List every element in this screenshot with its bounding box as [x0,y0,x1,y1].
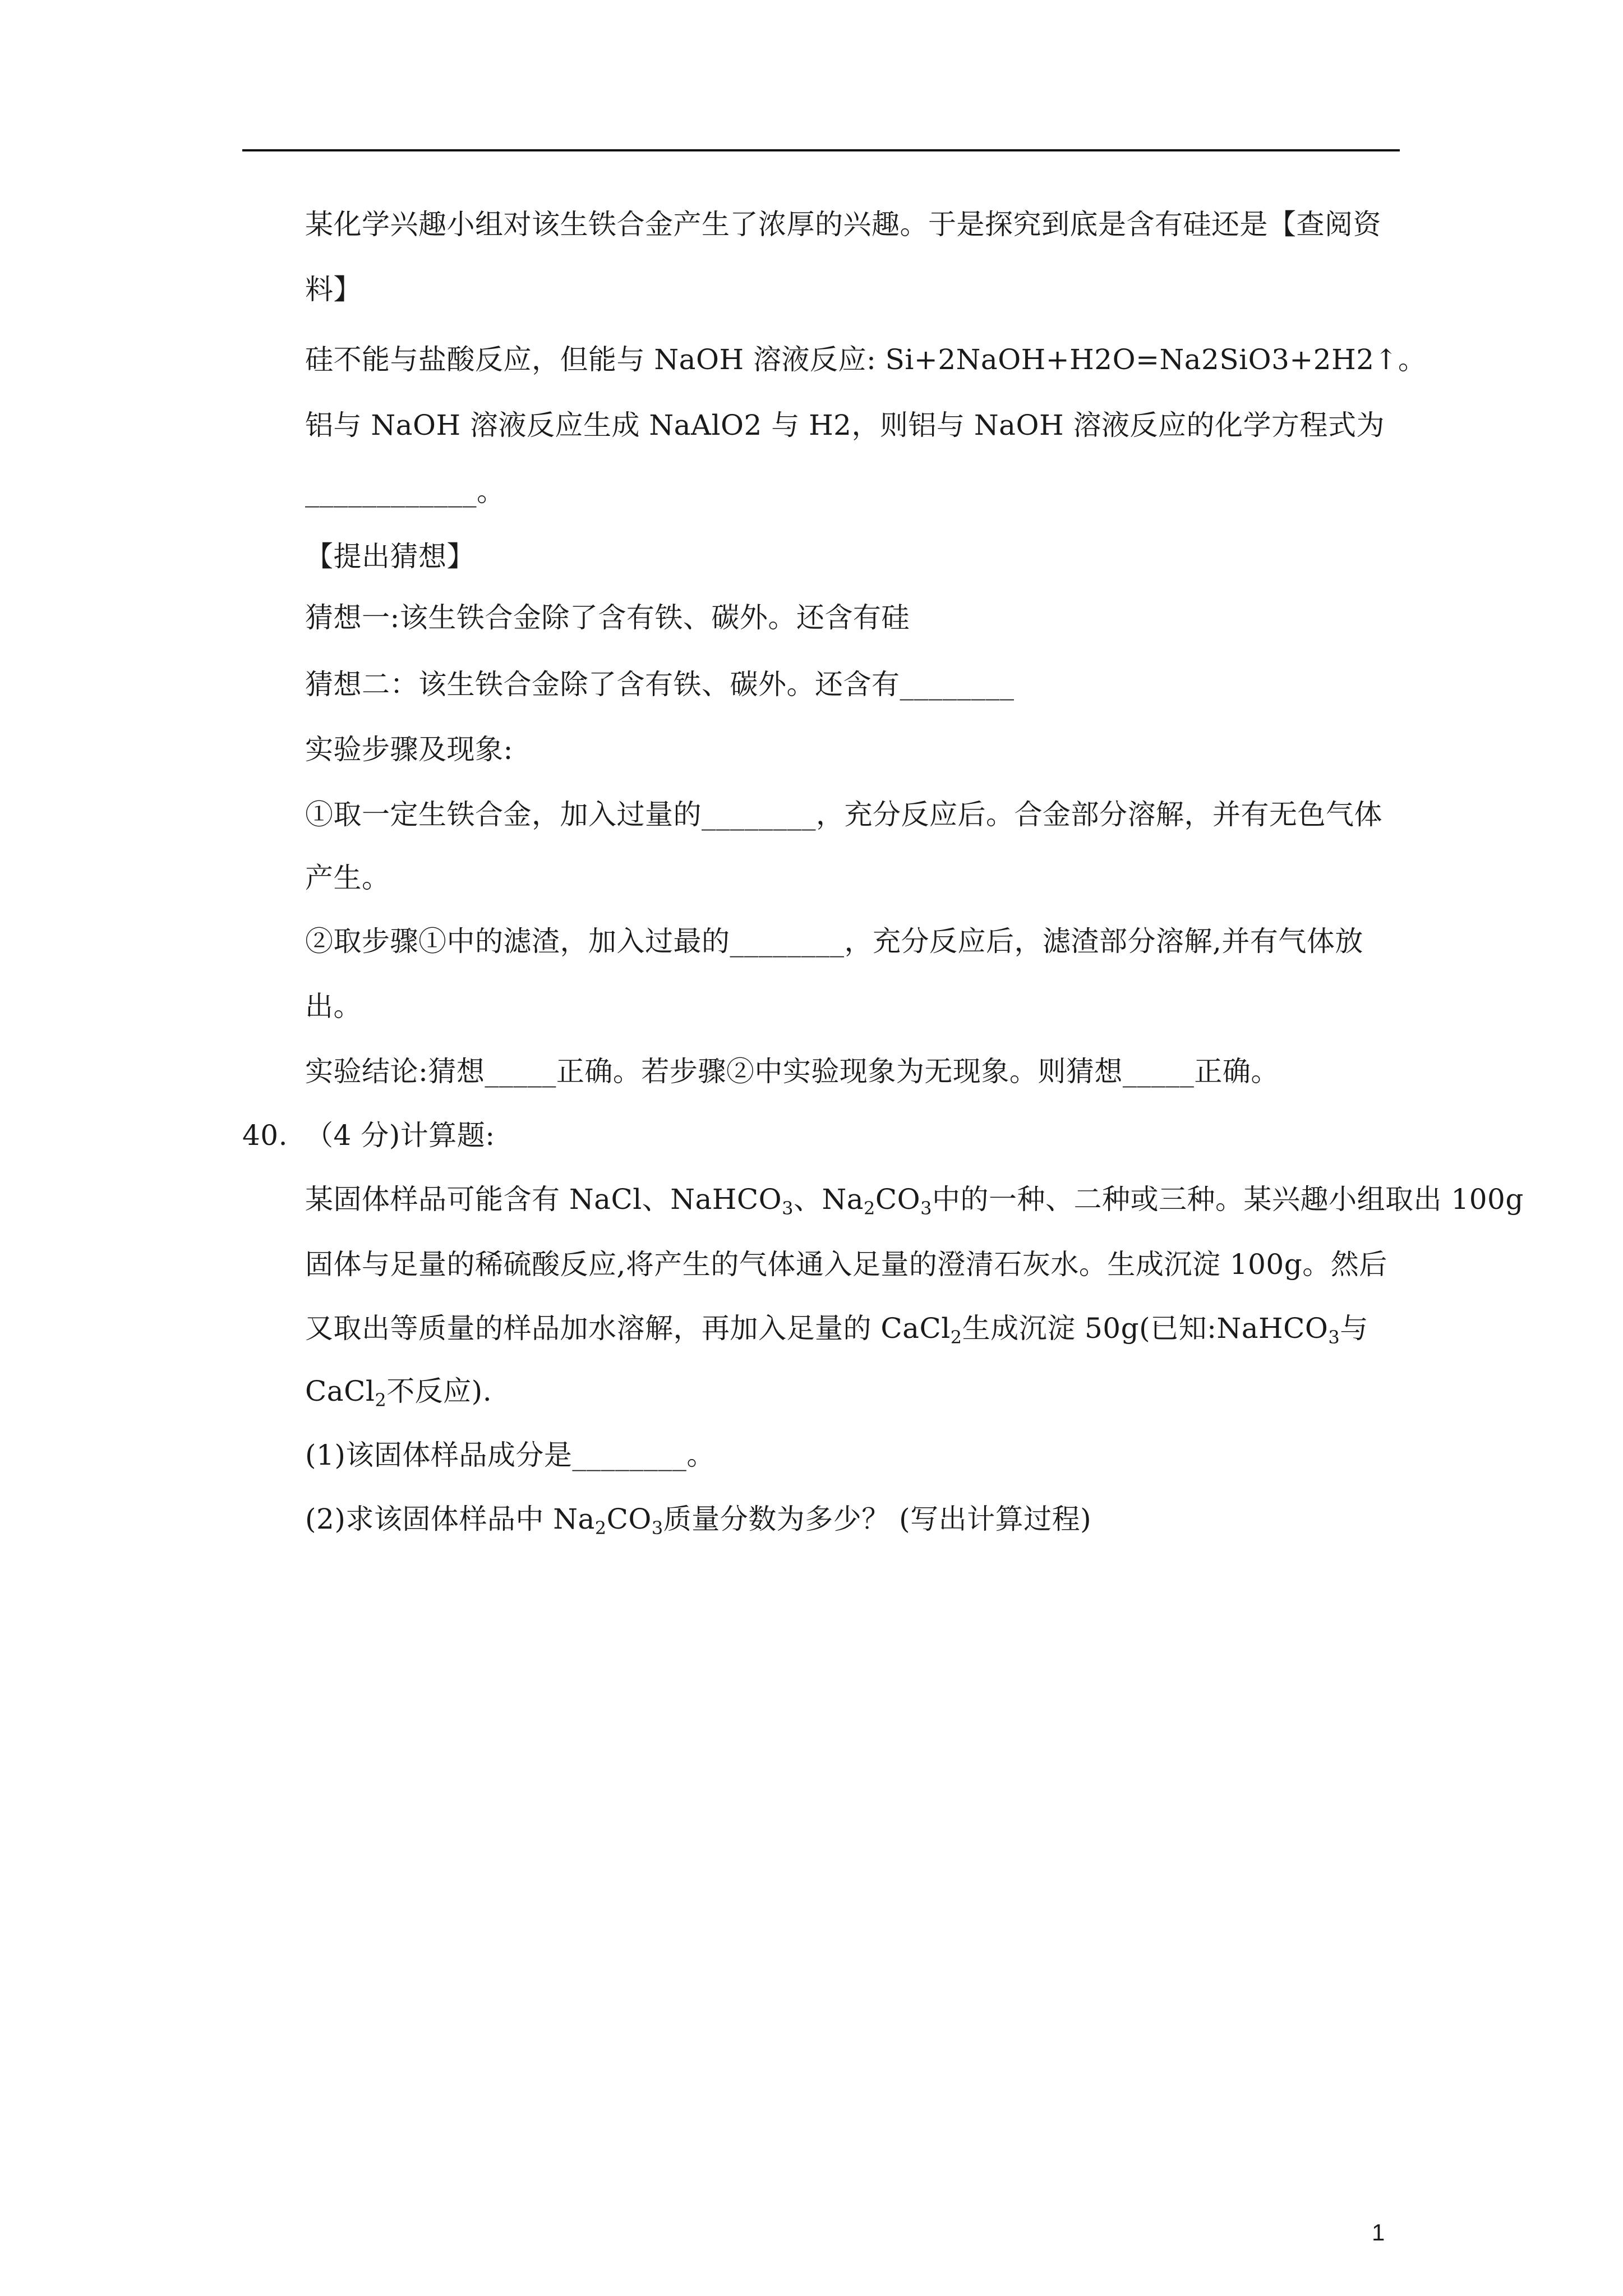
steps-heading: 实验步骤及现象: [305,733,513,766]
page-number: 1 [1372,2219,1385,2246]
problem-line: 固体与足量的稀硫酸反应,将产生的气体通入足量的澄清石灰水。生成沉淀 100g。然后 [305,1248,1387,1281]
header-rule [242,149,1400,151]
paragraph-line: 铝与 NaOH 溶液反应生成 NaAlO2 与 H2，则铝与 NaOH 溶液反应的化学方程式为 [305,409,1385,441]
paragraph-line: 硅不能与盐酸反应，但能与 NaOH 溶液反应: Si+2NaOH+H2O=Na2SiO3+2H2↑。 [305,343,1427,376]
step-one-cont: 产生。 [305,862,390,894]
step-two: ②取步骤①中的滤渣，加入过最的________，充分反应后，滤渣部分溶解,并有气体放 [305,925,1363,958]
question-title: （4 分)计算题: [305,1119,495,1152]
paragraph-line: 某化学兴趣小组对该生铁合金产生了浓厚的兴趣。于是探究到底是含有硅还是【查阅资 [305,208,1381,241]
problem-line: 又取出等质量的样品加水溶解，再加入足量的 CaCl$_2$生成沉淀 50g(已知:NaHCO$_3$与 [305,1312,1368,1348]
sub-question-2: (2)求该固体样品中 $Na_2CO_3$质量分数为多少？ (写出计算过程) [305,1503,1092,1539]
sub-question-1: (1)该固体样品成分是________。 [305,1439,715,1471]
question-number: 40. [242,1119,288,1152]
step-one: ①取一定生铁合金，加入过量的________，充分反应后。合金部分溶解，并有无色气体 [305,798,1382,831]
answer-blank-line: ____________。 [305,475,505,508]
hypothesis-two: 猜想二：该生铁合金除了含有铁、碳外。还含有________ [305,668,1015,701]
hypothesis-one: 猜想一:该生铁合金除了含有铁、碳外。还含有硅 [305,601,910,634]
problem-line: CaCl$_2$不反应). [305,1375,492,1411]
conclusion: 实验结论:猜想_____正确。若步骤②中实验现象为无现象。则猜想_____正确。 [305,1055,1279,1088]
problem-line: 某固体样品可能含有 NaCl、NaHCO$_3$、$Na_2CO_3$中的一种、二种或三种。某兴趣小组取出 100g [305,1183,1524,1219]
section-heading: 【提出猜想】 [305,540,475,573]
paragraph-line: 料】 [305,273,362,306]
step-two-cont: 出。 [305,990,362,1023]
